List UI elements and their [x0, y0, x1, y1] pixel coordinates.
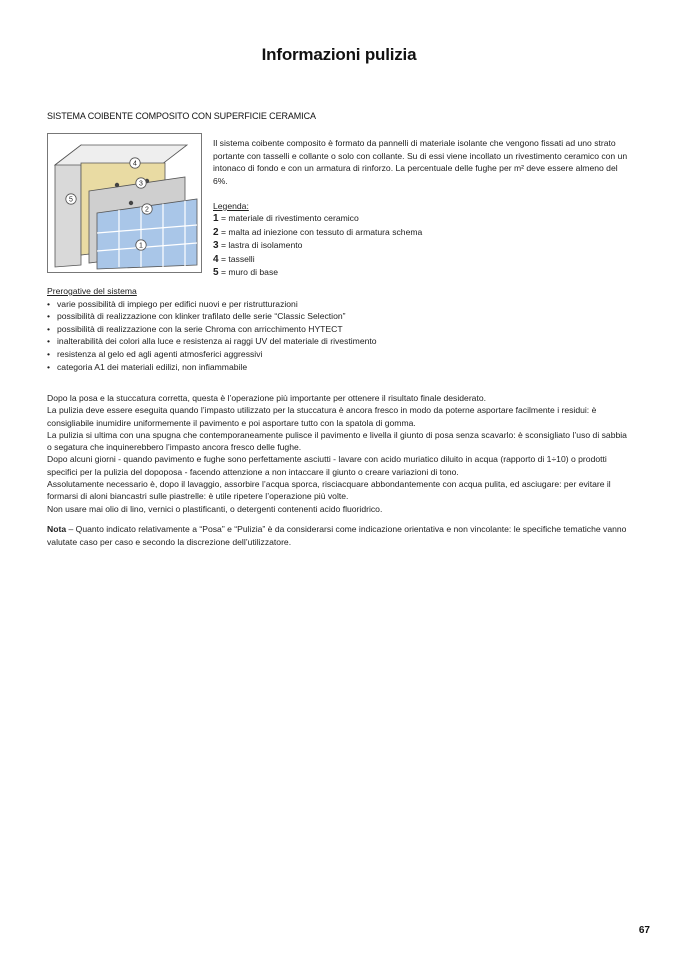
- list-item: • possibilità di realizzazione con klinker trafilato delle serie “Classic Selection”: [47, 310, 637, 323]
- legend-text: = malta ad iniezione con tessuto di armatura schema: [220, 226, 423, 237]
- legend-text: = tasselli: [220, 253, 255, 264]
- anchor-dot: [129, 201, 133, 205]
- paragraph: La pulizia deve essere eseguita quando l’impasto utilizzato per la stuccatura è ancora fresco in modo da poterne asportare facilmente i residui: è consigliabile inumidire uniformemente il pavimento e poi asportare tutto con la spatola di gomma.: [47, 405, 597, 428]
- legend-number: 1: [213, 213, 219, 225]
- marker-label: 3: [139, 180, 143, 188]
- legend: [213, 200, 633, 279]
- cleaning-instructions: [47, 392, 631, 515]
- legend-number: 4: [213, 253, 219, 265]
- prerogatives-title: Prerogative del sistema: [47, 286, 137, 296]
- system-description: Il sistema coibente composito è formato da pannelli di materiale isolante che vengono fissati ad uno strato portante con tasselli e collante o solo con collante. Su di essi viene incollato un rivestimento ceramico con un intonaco di fondo e con un armatura di rinforzo. La percentuale delle fughe per m² deve essere almeno del 6%.: [213, 138, 628, 186]
- wall-system-illustration: [47, 133, 202, 273]
- list-item: • inalterabilità dei colori alla luce e resistenza ai raggi UV del materiale di rivestimento: [47, 335, 637, 348]
- legend-item: [213, 266, 633, 279]
- marker-label: 4: [133, 160, 137, 168]
- legend-item: [213, 226, 633, 239]
- paragraph: Dopo la posa e la stuccatura corretta, questa è l’operazione più importante per ottenere il risultato finale desiderato.: [47, 393, 487, 403]
- list-item: • possibilità di realizzazione con la serie Chroma con arricchimento HYTECT: [47, 323, 637, 336]
- note-text: – Quanto indicato relativamente a “Posa” e “Pulizia” è da considerarsi come indicazione orientativa e non vincolante: le specifiche tematiche vanno valutate caso per caso e secondo la discrezione dell’utilizzatore.: [47, 524, 627, 547]
- legend-item: [213, 239, 633, 252]
- anchor-dot: [115, 183, 119, 187]
- legend-number: 2: [213, 226, 219, 238]
- list-item: • categoria A1 dei materiali edilizi, non infiammabile: [47, 361, 637, 374]
- note-label: Nota: [47, 524, 67, 534]
- wall-system-svg: [47, 133, 202, 273]
- legend-title: Legenda:: [213, 201, 249, 211]
- paragraph: Assolutamente necessario è, dopo il lavaggio, assorbire l’acqua sporca, risciacquare abbondantemente con acqua pulita, ed asciugare: per evitare il formarsi di aloni biancastri sulle piastrelle: è utile ripetere l’operazione più volte.: [47, 479, 611, 502]
- paragraph: Dopo alcuni giorni - quando pavimento e fughe sono perfettamente asciutti - lavare con acido muriatico diluito in acqua (rapporto di 1÷10) o prodotti specifici per la pulizia del dopoposa - facendo attenzione a non intaccare il giunto o creare variazioni di tono.: [47, 454, 607, 477]
- paragraph: Non usare mai olio di lino, vernici o plastificanti, o detergenti contenenti acido fluoridrico.: [47, 503, 383, 514]
- page-number: 67: [638, 925, 650, 936]
- legend-item: [213, 212, 633, 225]
- marker-label: 1: [139, 242, 143, 250]
- legend-text: = lastra di isolamento: [220, 240, 303, 251]
- legend-item: [213, 253, 633, 266]
- legend-text: = materiale di rivestimento ceramico: [220, 213, 359, 224]
- note: [47, 523, 631, 548]
- page-title: Informazioni pulizia: [261, 45, 417, 64]
- marker-label: 2: [145, 206, 149, 214]
- list-item: • resistenza al gelo ed agli agenti atmosferici aggressivi: [47, 348, 637, 361]
- section-title: SISTEMA COIBENTE COMPOSITO CON SUPERFICIE CERAMICA: [47, 111, 316, 121]
- legend-number: 5: [213, 267, 219, 279]
- system-prerogatives: [47, 285, 637, 373]
- marker-label: 5: [69, 196, 73, 204]
- legend-text: = muro di base: [220, 267, 279, 278]
- list-item: • varie possibilità di impiego per edifici nuovi e per ristrutturazioni: [47, 298, 637, 311]
- prerogatives-list: [47, 298, 637, 374]
- legend-number: 3: [213, 240, 219, 252]
- paragraph: La pulizia si ultima con una spugna che contemporaneamente pulisce il pavimento e livella il giunto di posa senza scavarlo: è sconsigliato l’uso di sabbia o segatura che inquinerebbero l’impasto ancora fresco delle fughe.: [47, 429, 627, 453]
